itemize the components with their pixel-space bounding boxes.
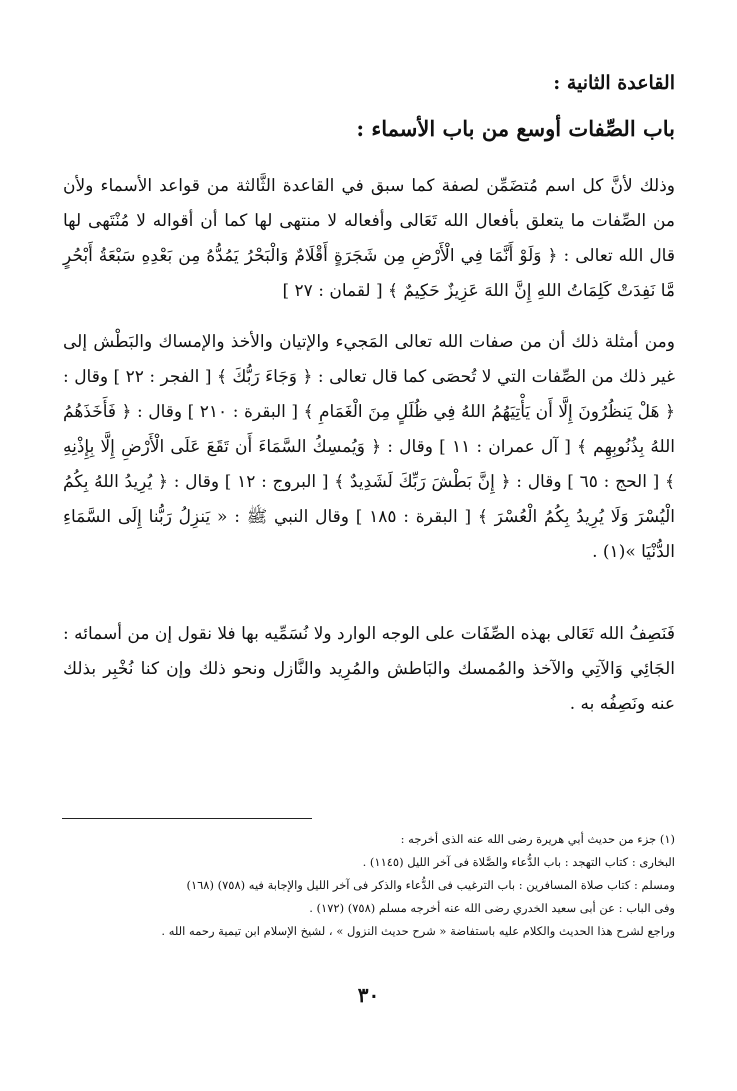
footnote-line: وراجع لشرح هذا الحديث والكلام عليه باستفاضة « شرح حديث النزول » ، لشيخ الإسلام ابن تيمية رحمه الله . [161, 924, 675, 938]
paragraph-1: وذلك لأنَّ كل اسم مُتضَمِّن لصفة كما سبق في القاعدة الثَّالثة من قواعد الأسماء ولأن من الصِّفات ما يتعلق بأفعال الله تَعَالى وأفعاله لا منتهى لها كما أن أقواله لا مُنْتَهى لها قال الله تعالى : ﴿ وَلَوْ أَنَّمَا فِي الْأَرْضِ مِن شَجَرَةٍ أَقْلَامٌ وَالْبَحْرُ يَمُدُّهُ مِن بَعْدِهِ سَبْعَةُ أَبْحُرٍ مَّا نَفِدَتْ كَلِمَاتُ اللهِ إِنَّ اللهَ عَزِيزٌ حَكِيمٌ ﴾ [ لقمان : ٢٧ ] [63, 176, 675, 301]
footnote-divider [62, 818, 312, 819]
paragraph-3: فَنَصِفُ الله تَعَالى بهذه الصِّفَات على الوجه الوارد ولا نُسَمِّيه بها فلا نقول إن من أسمائه : الجَائِي وَالآتِي والآخذ والمُمسك والبَاطش والمُرِيد والنَّازل ونحو ذلك وإن كنا نُخْبِر بذلك عنه ونَصِفُه به . [63, 624, 675, 714]
paragraph-2: ومن أمثلة ذلك أن من صفات الله تعالى المَجيء والإتيان والأخذ والإمساك والبَطْش إلى غير ذلك من الصِّفات التي لا تُحصَى كما قال تعالى : ﴿ وَجَاءَ رَبُّكَ ﴾ [ الفجر : ٢٢ ] وقال : ﴿ هَلْ يَنظُرُونَ إِلَّا أَن يَأْتِيَهُمُ اللهُ فِي ظُلَلٍ مِنَ الْغَمَامِ ﴾ [ البقرة : ٢١٠ ] وقال : ﴿ فَأَخَذَهُمُ اللهُ بِذُنُوبِهِم ﴾ [ آل عمران : ١١ ] وقال : ﴿ وَيُمسِكُ السَّمَاءَ أَن تَقَعَ عَلَى الْأَرْضِ إِلَّا بِإِذْنِهِ ﴾ [ الحج : ٦٥ ] وقال : ﴿ إِنَّ بَطْشَ رَبِّكَ لَشَدِيدٌ ﴾ [ البروج : ١٢ ] وقال : ﴿ يُرِيدُ اللهُ بِكُمُ الْيُسْرَ وَلَا يُرِيدُ بِكُمُ الْعُسْرَ ﴾ [ البقرة : ١٨٥ ] وقال النبي ﷺ : « يَنزِلُ رَبُّنا إِلَى السَّمَاءِ الدُّنْيَا »(١) . [63, 332, 675, 562]
footnotes [63, 828, 675, 943]
rule-heading: القاعدة الثانية : [553, 72, 675, 94]
page-number: ٣٠ [357, 983, 380, 1007]
footnote-line: (١) جزء من حديث أبي هريرة رضى الله عنه الذى أخرجه : [400, 832, 675, 846]
section-title: باب الصِّفات أوسع من باب الأسماء : [356, 116, 675, 141]
footnote-line: ومسلم : كتاب صلاة المسافرين : باب الترغيب فى الدُّعاء والذكر فى آخر الليل والإجابة فيه (٧٥٨) (١٦٨) [186, 878, 675, 892]
footnote-line: وفى الباب : عن أبى سعيد الخدري رضى الله عنه أخرجه مسلم (٧٥٨) (١٧٢) . [309, 901, 675, 915]
footnote-line: البخارى : كتاب التهجد : باب الدُّعاء والصَّلاة فى آخر الليل (١١٤٥) . [362, 855, 675, 869]
